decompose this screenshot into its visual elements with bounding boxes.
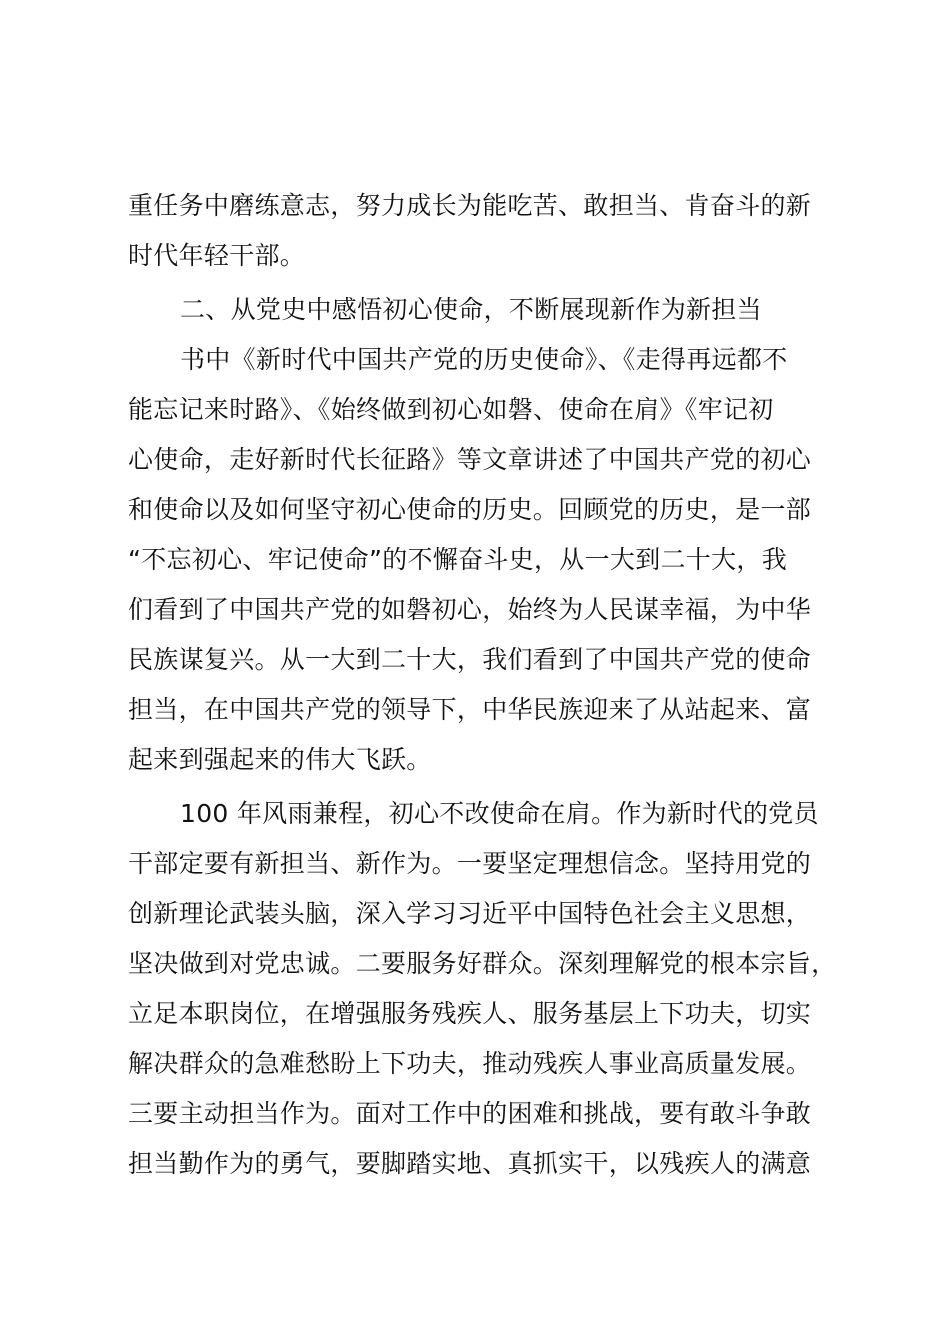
paragraph-3-line-2: 干部定要有新担当、新作为。一要坚定理想信念。坚持用党的 [128, 849, 812, 878]
paragraph-2-line-7: 民族谋复兴。从一大到二十大，我们看到了中国共产党的使命 [128, 645, 812, 674]
paragraph-2-line-9: 起来到强起来的伟大飞跃。 [128, 745, 432, 774]
paragraph-2-line-3: 心使命，走好新时代长征路》等文章讲述了中国共产党的初心 [128, 445, 812, 474]
paragraph-3-line-5: 立足本职岗位，在增强服务残疾人、服务基层上下功夫，切实 [128, 999, 812, 1028]
paragraph-2-line-4: 和使命以及如何坚守初心使命的历史。回顾党的历史，是一部 [128, 495, 812, 524]
page-body [128, 181, 840, 1189]
paragraph-3-line-8: 担当勤作为的勇气，要脚踏实地、真抓实干，以残疾人的满意 [128, 1149, 812, 1178]
paragraph-2-line-5: “不忘初心、牢记使命”的不懈奋斗史，从一大到二十大，我 [128, 545, 788, 574]
section-heading-2: 二、从党史中感悟初心使命，不断展现新作为新担当 [180, 295, 762, 324]
paragraph-3-line-4: 坚决做到对党忠诚。二要服务好群众。深刻理解党的根本宗旨， [128, 949, 837, 978]
paragraph-2-line-1: 书中《新时代中国共产党的历史使命》、《走得再远都不 [180, 345, 788, 374]
paragraph-1-line-2: 时代年轻干部。 [128, 241, 306, 270]
paragraph-3-line-6: 解决群众的急难愁盼上下功夫，推动残疾人事业高质量发展。 [128, 1049, 812, 1078]
paragraph-2-line-2: 能忘记来时路》、《始终做到初心如磐、使命在肩》《牢记初 [128, 395, 774, 424]
paragraph-3-line-7: 三要主动担当作为。面对工作中的困难和挑战，要有敢斗争敢 [128, 1099, 812, 1128]
paragraph-3-line-3: 创新理论武装头脑，深入学习习近平中国特色社会主义思想， [128, 899, 812, 928]
paragraph-2-line-6: 们看到了中国共产党的如磐初心，始终为人民谋幸福，为中华 [128, 595, 812, 624]
paragraph-1-line-1: 重任务中磨练意志，努力成长为能吃苦、敢担当、肯奋斗的新 [128, 191, 812, 220]
paragraph-3-line-1: 100 年风雨兼程，初心不改使命在肩。作为新时代的党员 [180, 799, 819, 828]
paragraph-2-line-8: 担当，在中国共产党的领导下，中华民族迎来了从站起来、富 [128, 695, 812, 724]
